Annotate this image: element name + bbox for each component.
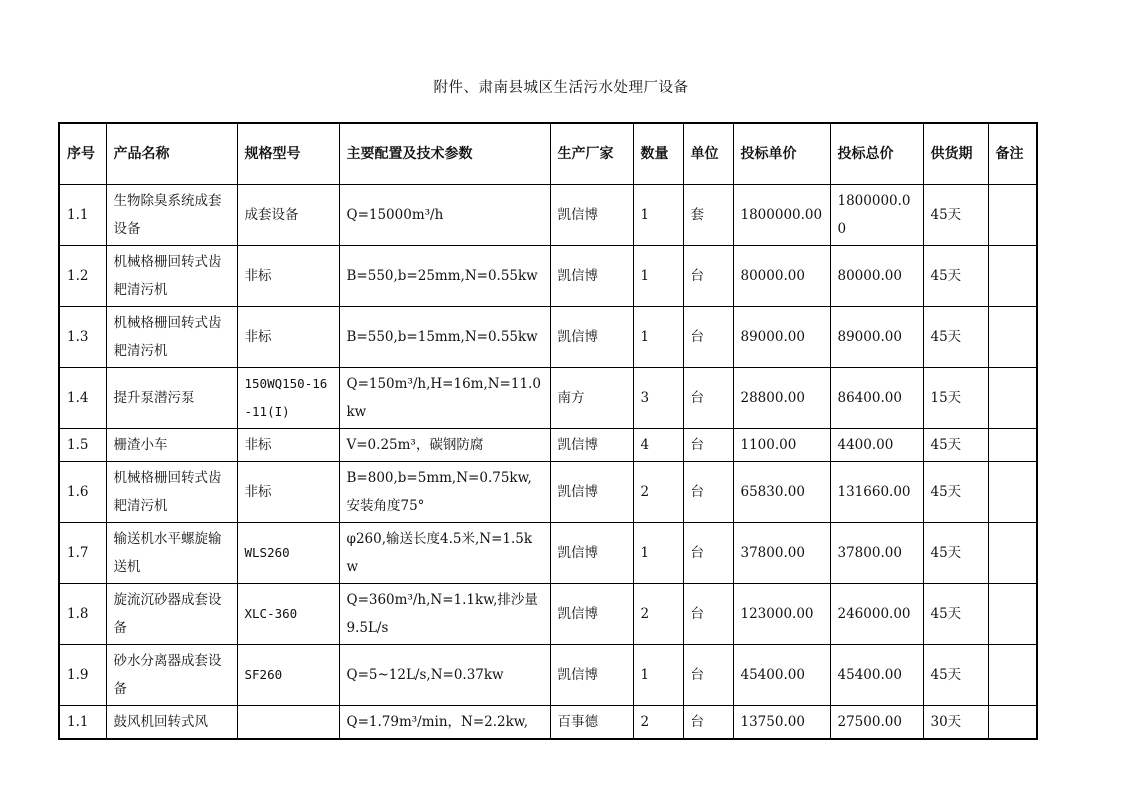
cell-delivery: 30天 — [923, 706, 988, 740]
cell-spec: XLC-360 — [237, 584, 339, 645]
cell-maker: 凯信博 — [550, 584, 633, 645]
cell-unit: 台 — [683, 706, 733, 740]
cell-qty: 2 — [633, 462, 683, 523]
cell-spec: 成套设备 — [237, 185, 339, 246]
cell-unit: 台 — [683, 246, 733, 307]
table-row — [59, 584, 1037, 645]
cell-total: 131660.00 — [830, 462, 923, 523]
cell-note — [988, 462, 1037, 523]
cell-note — [988, 246, 1037, 307]
cell-qty: 1 — [633, 523, 683, 584]
cell-no: 1.8 — [59, 584, 106, 645]
cell-total: 27500.00 — [830, 706, 923, 740]
cell-unit: 台 — [683, 584, 733, 645]
cell-total: 37800.00 — [830, 523, 923, 584]
cell-unit: 台 — [683, 307, 733, 368]
cell-delivery: 45天 — [923, 645, 988, 706]
cell-delivery: 45天 — [923, 523, 988, 584]
cell-no: 1.4 — [59, 368, 106, 429]
cell-name: 栅渣小车 — [106, 429, 237, 462]
cell-spec: 150WQ150-16-11(I) — [237, 368, 339, 429]
cell-maker: 凯信博 — [550, 246, 633, 307]
cell-unit: 台 — [683, 368, 733, 429]
header-price: 投标单价 — [733, 123, 830, 185]
cell-total: 45400.00 — [830, 645, 923, 706]
cell-name: 砂水分离器成套设备 — [106, 645, 237, 706]
cell-delivery: 45天 — [923, 584, 988, 645]
table-row — [59, 645, 1037, 706]
cell-price: 13750.00 — [733, 706, 830, 740]
cell-maker: 百事德 — [550, 706, 633, 740]
cell-qty: 2 — [633, 584, 683, 645]
header-params: 主要配置及技术参数 — [339, 123, 550, 185]
table-row — [59, 307, 1037, 368]
cell-note — [988, 523, 1037, 584]
cell-price: 45400.00 — [733, 645, 830, 706]
header-delivery: 供货期 — [923, 123, 988, 185]
header-no: 序号 — [59, 123, 106, 185]
cell-qty: 1 — [633, 246, 683, 307]
cell-delivery: 45天 — [923, 185, 988, 246]
cell-unit: 套 — [683, 185, 733, 246]
cell-note — [988, 429, 1037, 462]
cell-qty: 2 — [633, 706, 683, 740]
cell-maker: 凯信博 — [550, 462, 633, 523]
cell-name: 机械格栅回转式齿耙清污机 — [106, 307, 237, 368]
cell-delivery: 45天 — [923, 307, 988, 368]
cell-note — [988, 307, 1037, 368]
cell-delivery: 45天 — [923, 246, 988, 307]
cell-total: 4400.00 — [830, 429, 923, 462]
header-unit: 单位 — [683, 123, 733, 185]
header-qty: 数量 — [633, 123, 683, 185]
cell-note — [988, 706, 1037, 740]
cell-params: Q=360m³/h,N=1.1kw,排沙量9.5L/s — [339, 584, 550, 645]
cell-params: B=550,b=25mm,N=0.55kw — [339, 246, 550, 307]
cell-maker: 凯信博 — [550, 523, 633, 584]
cell-spec: 非标 — [237, 462, 339, 523]
cell-note — [988, 584, 1037, 645]
cell-name: 旋流沉砂器成套设备 — [106, 584, 237, 645]
cell-price: 37800.00 — [733, 523, 830, 584]
cell-qty: 1 — [633, 645, 683, 706]
cell-name: 输送机水平螺旋输送机 — [106, 523, 237, 584]
table-row — [59, 246, 1037, 307]
cell-spec: SF260 — [237, 645, 339, 706]
table-row — [59, 185, 1037, 246]
cell-note — [988, 368, 1037, 429]
cell-price: 80000.00 — [733, 246, 830, 307]
cell-total: 80000.00 — [830, 246, 923, 307]
cell-total: 86400.00 — [830, 368, 923, 429]
equipment-table — [58, 122, 1038, 740]
table-header-row — [59, 123, 1037, 185]
cell-unit: 台 — [683, 429, 733, 462]
cell-no: 1.5 — [59, 429, 106, 462]
cell-qty: 1 — [633, 185, 683, 246]
cell-price: 28800.00 — [733, 368, 830, 429]
cell-maker: 南方 — [550, 368, 633, 429]
header-note: 备注 — [988, 123, 1037, 185]
cell-spec: 非标 — [237, 429, 339, 462]
cell-delivery: 15天 — [923, 368, 988, 429]
document-title: 附件、肃南县城区生活污水处理厂设备 — [433, 80, 689, 96]
cell-name: 提升泵潜污泵 — [106, 368, 237, 429]
cell-unit: 台 — [683, 462, 733, 523]
cell-total: 1800000.00 — [830, 185, 923, 246]
table-row — [59, 462, 1037, 523]
cell-name: 机械格栅回转式齿耙清污机 — [106, 462, 237, 523]
cell-qty: 1 — [633, 307, 683, 368]
cell-params: Q=150m³/h,H=16m,N=11.0kw — [339, 368, 550, 429]
cell-spec: WLS260 — [237, 523, 339, 584]
cell-params: B=800,b=5mm,N=0.75kw,安装角度75° — [339, 462, 550, 523]
cell-name: 生物除臭系统成套设备 — [106, 185, 237, 246]
cell-note — [988, 185, 1037, 246]
cell-price: 65830.00 — [733, 462, 830, 523]
cell-params: Q=1.79m³/min，N=2.2kw, — [339, 706, 550, 740]
table-row — [59, 368, 1037, 429]
cell-qty: 4 — [633, 429, 683, 462]
cell-params: φ260,输送长度4.5米,N=1.5kw — [339, 523, 550, 584]
header-name: 产品名称 — [106, 123, 237, 185]
cell-no: 1.9 — [59, 645, 106, 706]
cell-params: Q=15000m³/h — [339, 185, 550, 246]
cell-price: 1800000.00 — [733, 185, 830, 246]
cell-maker: 凯信博 — [550, 429, 633, 462]
cell-note — [988, 645, 1037, 706]
header-spec: 规格型号 — [237, 123, 339, 185]
cell-no: 1.6 — [59, 462, 106, 523]
cell-spec — [237, 706, 339, 740]
cell-params: V=0.25m³，碳钢防腐 — [339, 429, 550, 462]
cell-no: 1.7 — [59, 523, 106, 584]
cell-params: B=550,b=15mm,N=0.55kw — [339, 307, 550, 368]
cell-spec: 非标 — [237, 307, 339, 368]
cell-price: 89000.00 — [733, 307, 830, 368]
cell-qty: 3 — [633, 368, 683, 429]
table-row — [59, 706, 1037, 740]
cell-price: 123000.00 — [733, 584, 830, 645]
cell-maker: 凯信博 — [550, 307, 633, 368]
cell-no: 1.3 — [59, 307, 106, 368]
cell-total: 89000.00 — [830, 307, 923, 368]
cell-name: 机械格栅回转式齿耙清污机 — [106, 246, 237, 307]
cell-price: 1100.00 — [733, 429, 830, 462]
cell-no: 1.1 — [59, 706, 106, 740]
header-maker: 生产厂家 — [550, 123, 633, 185]
cell-no: 1.2 — [59, 246, 106, 307]
cell-spec: 非标 — [237, 246, 339, 307]
cell-unit: 台 — [683, 645, 733, 706]
cell-total: 246000.00 — [830, 584, 923, 645]
table-row — [59, 523, 1037, 584]
cell-name: 鼓风机回转式风 — [106, 706, 237, 740]
cell-maker: 凯信博 — [550, 645, 633, 706]
cell-delivery: 45天 — [923, 429, 988, 462]
header-total: 投标总价 — [830, 123, 923, 185]
cell-maker: 凯信博 — [550, 185, 633, 246]
cell-unit: 台 — [683, 523, 733, 584]
cell-no: 1.1 — [59, 185, 106, 246]
cell-delivery: 45天 — [923, 462, 988, 523]
table-row — [59, 429, 1037, 462]
cell-params: Q=5~12L/s,N=0.37kw — [339, 645, 550, 706]
